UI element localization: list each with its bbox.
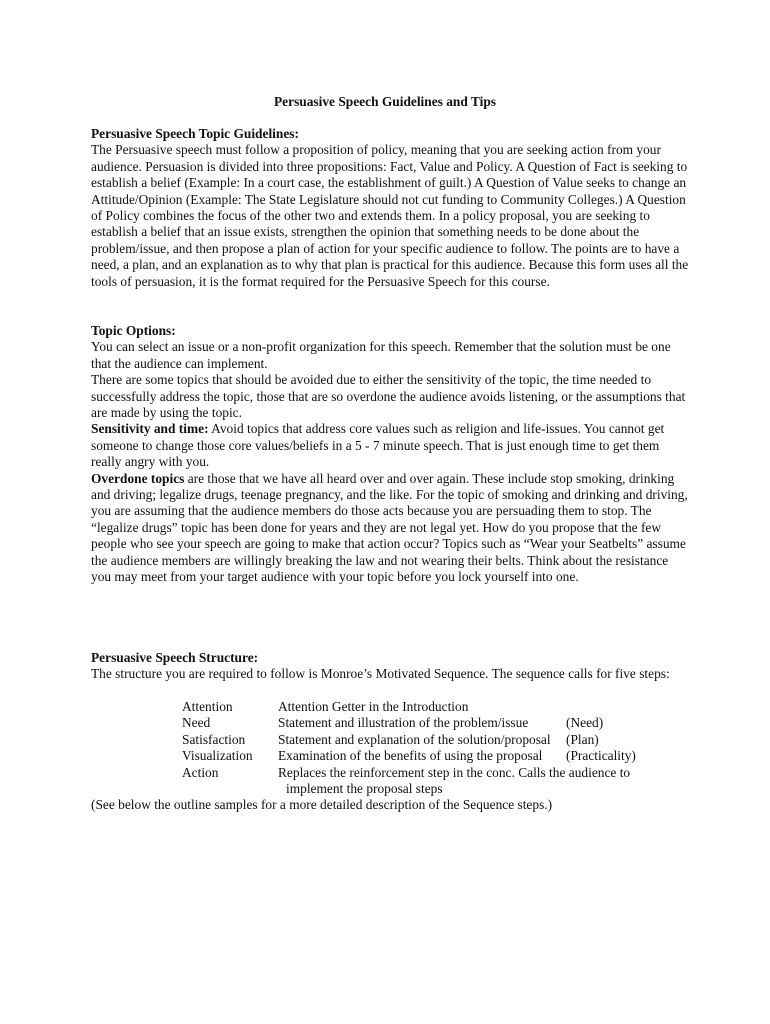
step-name: Need (182, 715, 211, 731)
step-tag: (Practicality) (566, 748, 636, 764)
list-item (182, 765, 702, 781)
step-name: Visualization (182, 748, 253, 764)
step-name: Action (182, 764, 219, 780)
list-item-continuation (182, 781, 702, 797)
step-description: Statement and explanation of the solution/proposal (278, 731, 551, 747)
step-description: Examination of the benefits of using the proposal (278, 748, 543, 764)
section-paragraph: There are some topics that should be avoided due to either the sensitivity of the topic, the time needed to successfully address the topic, those that are so overdone the audience avoids listening, or the assumptions that are made by using the topic. (91, 372, 686, 421)
step-name: Satisfaction (182, 731, 246, 747)
step-name: Attention (182, 699, 233, 714)
list-item (182, 699, 702, 715)
sensitivity-paragraph (91, 421, 691, 470)
footer-note: (See below the outline samples for a more detailed description of the Sequence steps.) (91, 797, 553, 812)
sequence-steps-list (182, 699, 702, 797)
section-heading: Persuasive Speech Topic Guidelines: (91, 126, 299, 141)
step-description-continuation: implement the proposal steps (286, 780, 443, 796)
list-item (182, 748, 702, 764)
inline-bold-label: Overdone topics (91, 470, 185, 486)
paragraph-text: Avoid topics that address core values such as religion and life-issues. You cannot get someone to change those core values/beliefs in a 5 - 7 minute speech. That is just enough time to get them really angry with you. (91, 421, 665, 470)
step-description: Replaces the reinforcement step in the conc. Calls the audience to (278, 764, 631, 780)
section-paragraph: The structure you are required to follow is Monroe’s Motivated Sequence. The sequence calls for five steps: (91, 666, 670, 682)
section-topic-options (91, 323, 691, 586)
step-description: Attention Getter in the Introduction (278, 699, 469, 714)
section-paragraph: You can select an issue or a non-profit organization for this speech. Remember that the solution must be one that the audience can implement. (91, 339, 671, 371)
step-tag: (Plan) (566, 731, 599, 747)
section-paragraph: The Persuasive speech must follow a proposition of policy, meaning that you are seeking action from your audience. Persuasion is divided into three propositions: Fact, Value and Policy. A Question of Fact is seeking to establish a belief (Example: In a court case, the establishment of guilt.) A Question of Value seeks to change an Attitude/Opinion (Example: The State Legislature should not cut funding to Community Colleges.) A Question of Policy combines the focus of the other two and extends them. In a policy proposal, you are seeking to establish a belief that an issue exists, strengthen the opinion that something needs to be done about the problem/issue, and then propose a plan of action for your specific audience to follow. The points are to have a need, a plan, and an explanation as to why that plan is practical for this audience. Because this form uses all the tools of persuasion, it is the format required for the Persuasive Speech for this course. (91, 142, 689, 289)
inline-bold-label: Sensitivity and time: (91, 421, 209, 437)
step-description: Statement and illustration of the problem/issue (278, 715, 529, 731)
list-item (182, 715, 702, 731)
document-title: Persuasive Speech Guidelines and Tips (274, 94, 496, 109)
section-topic-guidelines (91, 126, 691, 290)
section-structure (91, 650, 691, 683)
overdone-paragraph (91, 471, 691, 586)
list-item (182, 732, 702, 748)
section-heading: Persuasive Speech Structure: (91, 650, 259, 665)
step-tag: (Need) (566, 715, 604, 731)
section-heading: Topic Options: (91, 323, 176, 338)
paragraph-text: are those that we have all heard over and over again. These include stop smoking, drinking and driving; legalize drugs, teenage pregnancy, and the like. For the topic of smoking and drinking and driving, you are assuming that the audience members do those acts because you are persuading them to stop. The “legalize drugs” topic has been done for years and they are not legal yet. How do you propose that the few people who see your speech are going to make that action occur? Topics such as “Wear your Seatbelts” assume the audience members are willingly breaking the law and not wearing their belts. Think about the resistance you may meet from your target audience with your topic before you lock yourself into one. (91, 470, 688, 585)
